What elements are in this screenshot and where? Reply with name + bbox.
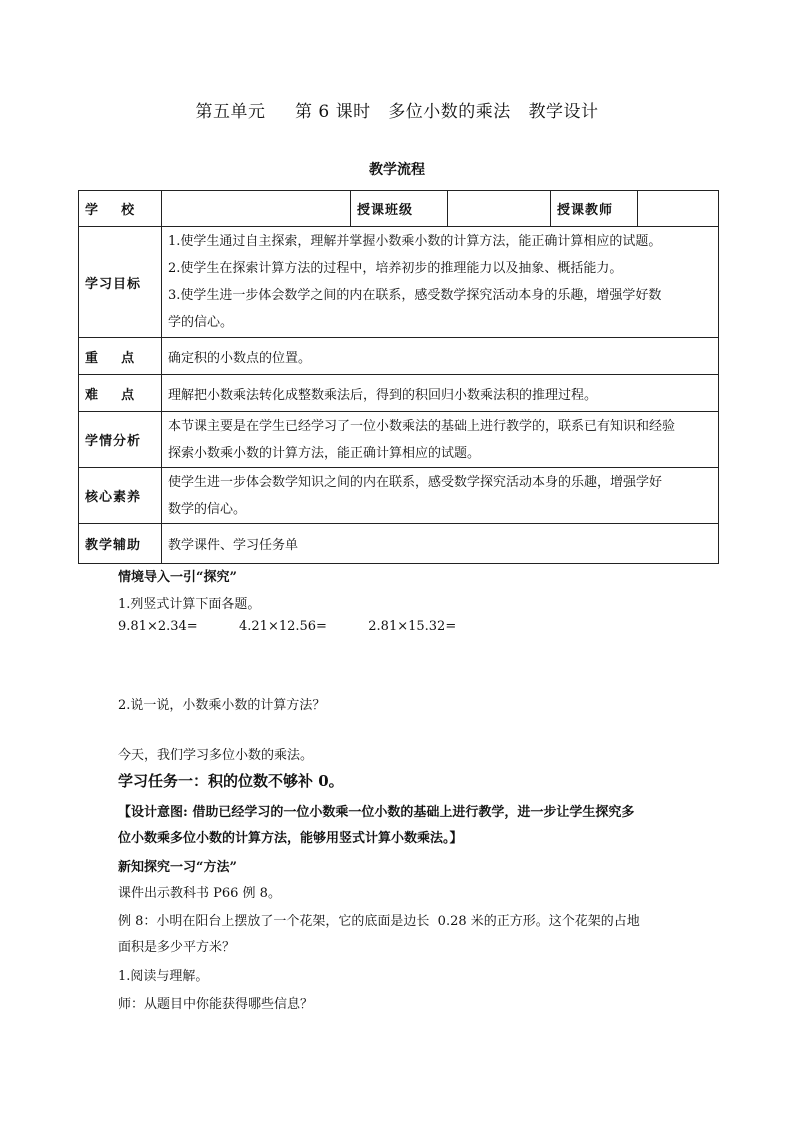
table-row-school: [79, 191, 719, 227]
goal-line: 2.使学生在探索计算方法的过程中，培养初步的推理能力以及抽象、概括能力。: [168, 261, 623, 276]
class-label: 授课班级: [351, 191, 448, 227]
table-row-difficulty: [79, 375, 719, 412]
section-subtitle: 教学流程: [369, 162, 425, 178]
goal-line: 3.使学生进一步体会数学之间的内在联系，感受数学探究活动本身的乐趣，增强学好数: [168, 288, 662, 303]
goal-line: 1.使学生通过自主探索，理解并掌握小数乘小数的计算方法，能正确计算相应的试题。: [168, 234, 662, 249]
core-line: 数学的信心。: [168, 501, 247, 517]
explore-heading: 新知探究一习“方法”: [118, 860, 237, 875]
core-label: 核心素养: [79, 468, 162, 524]
goals-value: [162, 227, 719, 338]
table-row-goals: [79, 227, 719, 338]
courseware-note: 课件出示教科书 P66 例 8。: [118, 886, 281, 901]
difficulty-label: 难 点: [79, 375, 162, 412]
table-row-aids: [79, 524, 719, 564]
aids-label: 教学辅助: [79, 524, 162, 564]
example-line: 例 8：小明在阳台上摆放了一个花架，它的底面是边长 0.28 米的正方形。这个花架的占地: [118, 914, 640, 929]
key-label: 重 点: [79, 338, 162, 375]
school-label: 学 校: [79, 191, 162, 227]
teacher-value: [638, 191, 719, 227]
table-row-core: [79, 468, 719, 524]
teacher-question: 师：从题目中你能获得哪些信息？: [118, 997, 314, 1012]
analysis-line: 本节课主要是在学生已经学习了一位小数乘法的基础上进行教学的，联系已有知识和经验: [168, 418, 676, 434]
today-topic: 今天，我们学习多位小数的乘法。: [118, 748, 314, 763]
lesson-info-table: [78, 190, 719, 564]
key-value: 确定积的小数点的位置。: [162, 338, 719, 375]
calc-exercises: 9.81×2.34= 4.21×12.56= 2.81×15.32=: [118, 619, 457, 634]
analysis-value: [162, 412, 719, 468]
example-line: 面积是多少平方米？: [118, 940, 236, 955]
analysis-label: 学情分析: [79, 412, 162, 468]
core-line: 使学生进一步体会数学知识之间的内在联系，感受数学探究活动本身的乐趣，增强学好: [168, 474, 663, 490]
question-1: 1.列竖式计算下面各题。: [118, 597, 261, 612]
analysis-line: 探索小数乘小数的计算方法，能正确计算相应的试题。: [168, 445, 481, 461]
table-row-analysis: [79, 412, 719, 468]
goal-line: 学的信心。: [168, 315, 234, 330]
teacher-label: 授课教师: [551, 191, 638, 227]
table-row-key: [79, 338, 719, 375]
school-value: [162, 191, 351, 227]
core-value: [162, 468, 719, 524]
aids-value: 教学课件、学习任务单: [162, 524, 719, 564]
page-title: 第五单元 第 6 课时 多位小数的乘法 教学设计: [195, 102, 599, 122]
intro-heading: 情境导入一引“探究”: [118, 570, 237, 585]
read-and-understand: 1.阅读与理解。: [118, 969, 209, 984]
task-1-heading: 学习任务一：积的位数不够补 0。: [118, 772, 344, 790]
goals-label: 学习目标: [79, 227, 162, 338]
class-value: [448, 191, 551, 227]
design-intent-line: 位小数乘多位小数的计算方法，能够用竖式计算小数乘法。】: [118, 831, 463, 846]
difficulty-value: 理解把小数乘法转化成整数乘法后，得到的积回归小数乘法积的推理过程。: [162, 375, 719, 412]
design-intent-line: 【设计意图: 借助已经学习的一位小数乘一位小数的基础上进行教学，进一步让学生探究多: [118, 805, 635, 820]
question-2: 2.说一说，小数乘小数的计算方法？: [118, 698, 326, 713]
